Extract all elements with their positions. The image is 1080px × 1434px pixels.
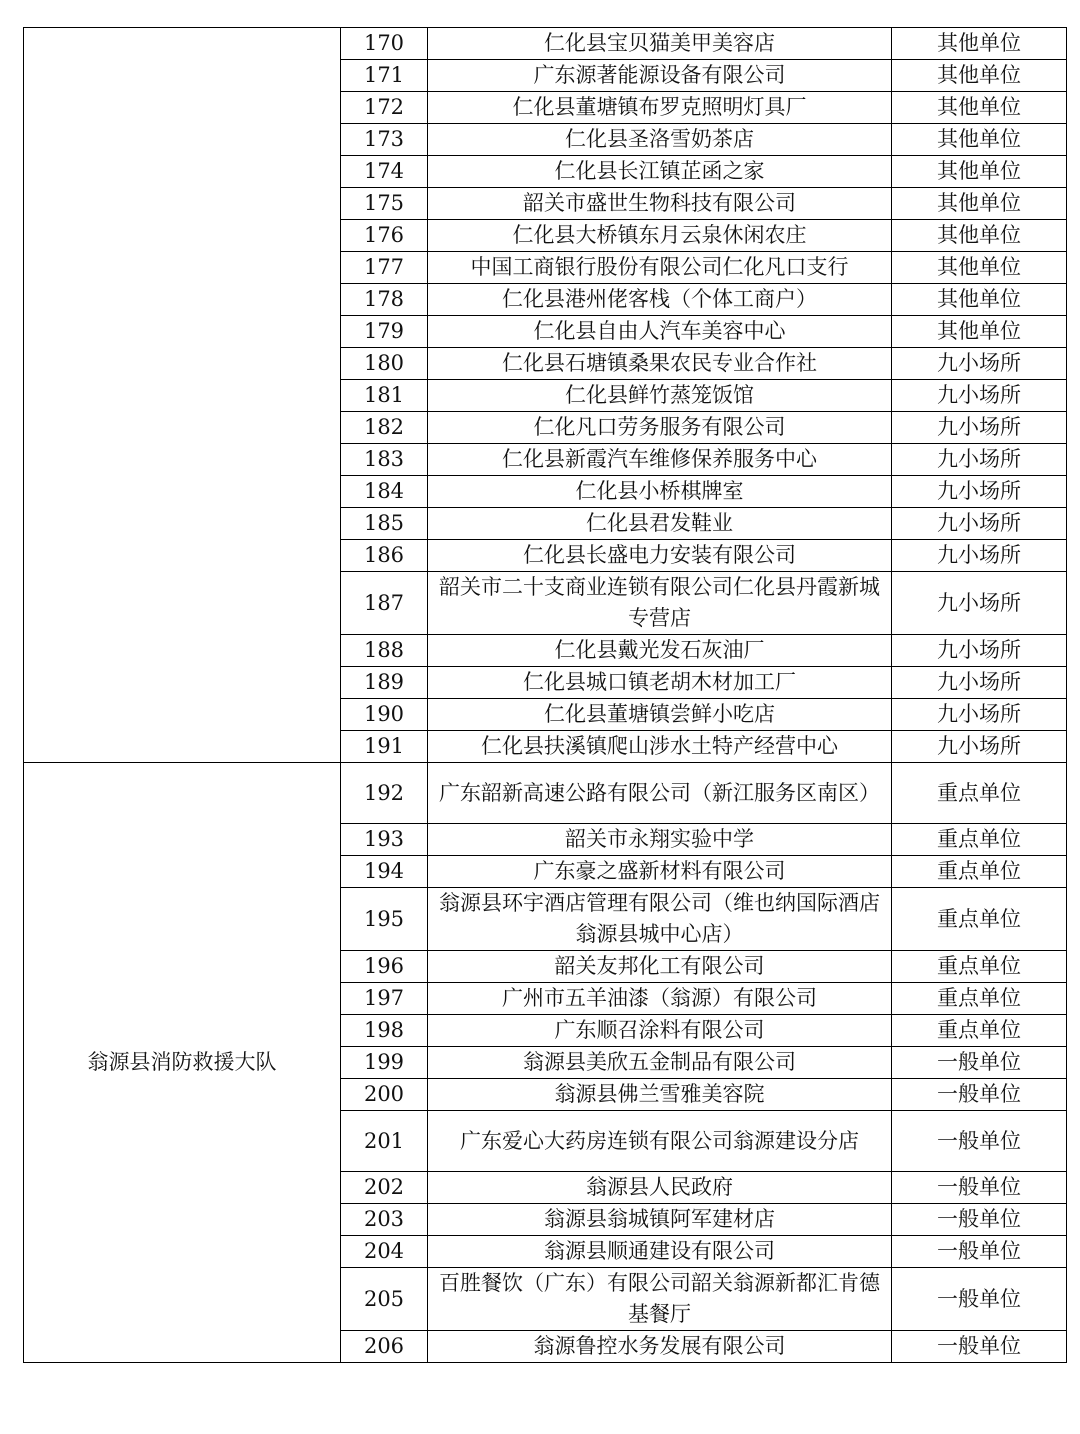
unit-category-cell: 重点单位 bbox=[892, 983, 1067, 1015]
unit-name-cell: 翁源县翁城镇阿军建材店 bbox=[428, 1204, 892, 1236]
unit-name-cell: 翁源县美欣五金制品有限公司 bbox=[428, 1047, 892, 1079]
row-number-cell: 199 bbox=[341, 1047, 428, 1079]
unit-name-cell: 广东顺召涂料有限公司 bbox=[428, 1015, 892, 1047]
row-number-cell: 193 bbox=[341, 824, 428, 856]
row-number-cell: 196 bbox=[341, 951, 428, 983]
unit-name-cell: 仁化县自由人汽车美容中心 bbox=[428, 316, 892, 348]
row-number-cell: 200 bbox=[341, 1079, 428, 1111]
row-number-cell: 182 bbox=[341, 412, 428, 444]
row-number-cell: 185 bbox=[341, 508, 428, 540]
row-number-cell: 177 bbox=[341, 252, 428, 284]
row-number-cell: 194 bbox=[341, 856, 428, 888]
unit-name-cell: 广东源著能源设备有限公司 bbox=[428, 60, 892, 92]
row-number-cell: 173 bbox=[341, 124, 428, 156]
unit-category-cell: 一般单位 bbox=[892, 1236, 1067, 1268]
unit-category-cell: 其他单位 bbox=[892, 60, 1067, 92]
unit-category-cell: 重点单位 bbox=[892, 1015, 1067, 1047]
row-number-cell: 202 bbox=[341, 1172, 428, 1204]
unit-name-cell: 仁化县君发鞋业 bbox=[428, 508, 892, 540]
unit-category-cell: 九小场所 bbox=[892, 667, 1067, 699]
unit-name-cell: 仁化县董塘镇布罗克照明灯具厂 bbox=[428, 92, 892, 124]
row-number-cell: 186 bbox=[341, 540, 428, 572]
unit-category-cell: 一般单位 bbox=[892, 1268, 1067, 1331]
row-number-cell: 201 bbox=[341, 1111, 428, 1172]
unit-category-cell: 九小场所 bbox=[892, 412, 1067, 444]
unit-name-cell: 韶关市盛世生物科技有限公司 bbox=[428, 188, 892, 220]
row-number-cell: 171 bbox=[341, 60, 428, 92]
unit-name-cell: 广东韶新高速公路有限公司（新江服务区南区） bbox=[428, 763, 892, 824]
unit-category-cell: 九小场所 bbox=[892, 540, 1067, 572]
unit-name-cell: 仁化县小桥棋牌室 bbox=[428, 476, 892, 508]
row-number-cell: 178 bbox=[341, 284, 428, 316]
unit-name-cell: 仁化县长江镇芷函之家 bbox=[428, 156, 892, 188]
row-number-cell: 175 bbox=[341, 188, 428, 220]
unit-name-cell: 仁化县新霞汽车维修保养服务中心 bbox=[428, 444, 892, 476]
unit-name-cell: 仁化县大桥镇东月云泉休闲农庄 bbox=[428, 220, 892, 252]
unit-category-cell: 一般单位 bbox=[892, 1079, 1067, 1111]
unit-category-cell: 一般单位 bbox=[892, 1331, 1067, 1363]
unit-category-cell: 一般单位 bbox=[892, 1111, 1067, 1172]
row-number-cell: 203 bbox=[341, 1204, 428, 1236]
table-row bbox=[24, 763, 1067, 824]
brigade-name-cell: 翁源县消防救援大队 bbox=[24, 763, 341, 1363]
unit-category-cell: 一般单位 bbox=[892, 1172, 1067, 1204]
unit-category-cell: 重点单位 bbox=[892, 951, 1067, 983]
row-number-cell: 188 bbox=[341, 635, 428, 667]
unit-name-cell: 仁化县港州佬客栈（个体工商户） bbox=[428, 284, 892, 316]
unit-name-cell: 韶关市永翔实验中学 bbox=[428, 824, 892, 856]
unit-name-cell: 翁源县环宇酒店管理有限公司（维也纳国际酒店翁源县城中心店） bbox=[428, 888, 892, 951]
brigade-name-cell bbox=[24, 28, 341, 763]
row-number-cell: 204 bbox=[341, 1236, 428, 1268]
unit-category-cell: 其他单位 bbox=[892, 188, 1067, 220]
unit-category-cell: 其他单位 bbox=[892, 156, 1067, 188]
unit-name-cell: 仁化县宝贝猫美甲美容店 bbox=[428, 28, 892, 60]
unit-name-cell: 中国工商银行股份有限公司仁化凡口支行 bbox=[428, 252, 892, 284]
unit-category-cell: 其他单位 bbox=[892, 28, 1067, 60]
unit-category-cell: 九小场所 bbox=[892, 731, 1067, 763]
unit-name-cell: 仁化县石塘镇桑果农民专业合作社 bbox=[428, 348, 892, 380]
unit-name-cell: 仁化县长盛电力安装有限公司 bbox=[428, 540, 892, 572]
row-number-cell: 195 bbox=[341, 888, 428, 951]
unit-name-cell: 广东豪之盛新材料有限公司 bbox=[428, 856, 892, 888]
unit-name-cell: 翁源县人民政府 bbox=[428, 1172, 892, 1204]
unit-name-cell: 韶关友邦化工有限公司 bbox=[428, 951, 892, 983]
row-number-cell: 197 bbox=[341, 983, 428, 1015]
row-number-cell: 206 bbox=[341, 1331, 428, 1363]
unit-name-cell: 仁化县圣洛雪奶茶店 bbox=[428, 124, 892, 156]
row-number-cell: 189 bbox=[341, 667, 428, 699]
row-number-cell: 183 bbox=[341, 444, 428, 476]
unit-name-cell: 仁化县戴光发石灰油厂 bbox=[428, 635, 892, 667]
unit-category-cell: 其他单位 bbox=[892, 92, 1067, 124]
unit-name-cell: 韶关市二十支商业连锁有限公司仁化县丹霞新城专营店 bbox=[428, 572, 892, 635]
units-table-body bbox=[24, 28, 1067, 1363]
unit-name-cell: 百胜餐饮（广东）有限公司韶关翁源新都汇肯德基餐厅 bbox=[428, 1268, 892, 1331]
row-number-cell: 176 bbox=[341, 220, 428, 252]
unit-category-cell: 重点单位 bbox=[892, 763, 1067, 824]
unit-category-cell: 一般单位 bbox=[892, 1047, 1067, 1079]
table-row bbox=[24, 28, 1067, 60]
unit-category-cell: 一般单位 bbox=[892, 1204, 1067, 1236]
unit-category-cell: 九小场所 bbox=[892, 380, 1067, 412]
unit-category-cell: 九小场所 bbox=[892, 348, 1067, 380]
row-number-cell: 205 bbox=[341, 1268, 428, 1331]
row-number-cell: 174 bbox=[341, 156, 428, 188]
row-number-cell: 192 bbox=[341, 763, 428, 824]
row-number-cell: 172 bbox=[341, 92, 428, 124]
unit-category-cell: 九小场所 bbox=[892, 444, 1067, 476]
unit-category-cell: 其他单位 bbox=[892, 252, 1067, 284]
row-number-cell: 187 bbox=[341, 572, 428, 635]
unit-category-cell: 其他单位 bbox=[892, 316, 1067, 348]
unit-category-cell: 其他单位 bbox=[892, 124, 1067, 156]
unit-name-cell: 广州市五羊油漆（翁源）有限公司 bbox=[428, 983, 892, 1015]
row-number-cell: 180 bbox=[341, 348, 428, 380]
row-number-cell: 170 bbox=[341, 28, 428, 60]
unit-category-cell: 九小场所 bbox=[892, 476, 1067, 508]
row-number-cell: 198 bbox=[341, 1015, 428, 1047]
row-number-cell: 191 bbox=[341, 731, 428, 763]
unit-category-cell: 其他单位 bbox=[892, 284, 1067, 316]
unit-name-cell: 仁化县城口镇老胡木材加工厂 bbox=[428, 667, 892, 699]
unit-category-cell: 重点单位 bbox=[892, 856, 1067, 888]
unit-category-cell: 重点单位 bbox=[892, 888, 1067, 951]
unit-category-cell: 九小场所 bbox=[892, 572, 1067, 635]
units-table-container bbox=[23, 27, 1067, 1363]
unit-category-cell: 九小场所 bbox=[892, 508, 1067, 540]
row-number-cell: 181 bbox=[341, 380, 428, 412]
unit-name-cell: 仁化县扶溪镇爬山涉水土特产经营中心 bbox=[428, 731, 892, 763]
unit-category-cell: 九小场所 bbox=[892, 635, 1067, 667]
unit-name-cell: 仁化凡口劳务服务有限公司 bbox=[428, 412, 892, 444]
unit-name-cell: 广东爱心大药房连锁有限公司翁源建设分店 bbox=[428, 1111, 892, 1172]
unit-category-cell: 九小场所 bbox=[892, 699, 1067, 731]
unit-name-cell: 翁源县顺通建设有限公司 bbox=[428, 1236, 892, 1268]
row-number-cell: 190 bbox=[341, 699, 428, 731]
unit-name-cell: 翁源县佛兰雪雅美容院 bbox=[428, 1079, 892, 1111]
unit-name-cell: 翁源鲁控水务发展有限公司 bbox=[428, 1331, 892, 1363]
row-number-cell: 184 bbox=[341, 476, 428, 508]
unit-name-cell: 仁化县董塘镇尝鲜小吃店 bbox=[428, 699, 892, 731]
row-number-cell: 179 bbox=[341, 316, 428, 348]
units-table bbox=[23, 27, 1067, 1363]
unit-category-cell: 其他单位 bbox=[892, 220, 1067, 252]
unit-category-cell: 重点单位 bbox=[892, 824, 1067, 856]
unit-name-cell: 仁化县鲜竹蒸笼饭馆 bbox=[428, 380, 892, 412]
